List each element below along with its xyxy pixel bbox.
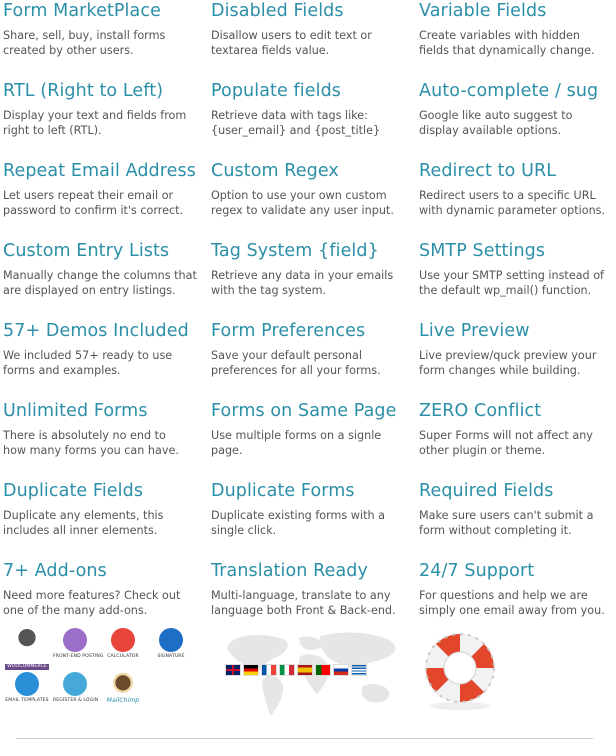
feature-title: Duplicate Forms bbox=[211, 481, 355, 501]
feature-description bbox=[3, 28, 207, 58]
lock-icon bbox=[63, 672, 87, 696]
feature-description bbox=[419, 188, 616, 218]
feature-card bbox=[419, 0, 616, 58]
feature-description-line: Make sure users can't submit a bbox=[419, 509, 594, 522]
feature-card bbox=[211, 320, 415, 378]
feature-title: Translation Ready bbox=[211, 561, 368, 581]
feature-card bbox=[419, 160, 616, 218]
feature-description-line: There is absolutely no end to bbox=[3, 429, 166, 442]
feature-title: 57+ Demos Included bbox=[3, 321, 189, 341]
feature-card bbox=[419, 240, 616, 298]
feature-card bbox=[211, 480, 415, 538]
ninja-icon bbox=[15, 628, 39, 652]
feature-title: 24/7 Support bbox=[419, 561, 535, 581]
feature-description-line: Need more features? Check out bbox=[3, 589, 181, 602]
feature-card bbox=[211, 160, 415, 218]
feature-description-line: Retrieve any data in your emails bbox=[211, 269, 394, 282]
feature-description bbox=[3, 588, 207, 618]
feature-description-line: Manually change the columns that bbox=[3, 269, 197, 282]
feature-description-line: are displayed on entry listings. bbox=[3, 284, 176, 297]
addon-label: EMAIL TEMPLATES bbox=[5, 698, 49, 703]
signature-icon bbox=[159, 628, 183, 652]
feature-card bbox=[3, 80, 207, 138]
feature-description-line: Use your SMTP setting instead of bbox=[419, 269, 604, 282]
bottom-divider bbox=[16, 738, 593, 739]
feature-description bbox=[419, 28, 616, 58]
feature-description bbox=[211, 508, 415, 538]
addon-item bbox=[149, 628, 193, 660]
feature-card bbox=[3, 320, 207, 378]
feature-description bbox=[419, 428, 616, 458]
feature-description bbox=[211, 268, 415, 298]
addon-label: FRONT-END POSTING bbox=[53, 654, 104, 659]
feature-card bbox=[419, 80, 616, 138]
feature-description-line: form without completing it. bbox=[419, 524, 572, 537]
feature-description-line: We included 57+ ready to use bbox=[3, 349, 173, 362]
italy-flag bbox=[279, 664, 295, 676]
feature-title: Form MarketPlace bbox=[3, 1, 161, 21]
document-icon bbox=[63, 628, 87, 652]
addon-item bbox=[53, 672, 97, 704]
greece-flag bbox=[351, 664, 367, 676]
germany-flag bbox=[243, 664, 259, 676]
feature-description-line: Let users repeat their email or bbox=[3, 189, 174, 202]
feature-title: Custom Entry Lists bbox=[3, 241, 170, 261]
feature-description bbox=[211, 188, 415, 218]
feature-description-line: password to confirm it's correct. bbox=[3, 204, 184, 217]
feature-card bbox=[419, 320, 616, 378]
feature-title: Disabled Fields bbox=[211, 1, 344, 21]
feature-card bbox=[419, 480, 616, 538]
spain-flag bbox=[297, 664, 313, 676]
feature-card bbox=[3, 240, 207, 298]
feature-description-line: Share, sell, buy, install forms bbox=[3, 29, 166, 42]
feature-description bbox=[211, 348, 415, 378]
feature-description bbox=[419, 508, 616, 538]
addon-item bbox=[101, 628, 145, 660]
feature-description bbox=[3, 108, 207, 138]
feature-title: Duplicate Fields bbox=[3, 481, 144, 501]
world-map bbox=[213, 628, 408, 720]
addon-item bbox=[5, 672, 49, 704]
russia-flag bbox=[333, 664, 349, 676]
feature-card bbox=[419, 400, 616, 458]
feature-card bbox=[3, 480, 207, 538]
feature-description-line: Google like auto suggest to bbox=[419, 109, 573, 122]
feature-description-line: with dynamic parameter options. bbox=[419, 204, 606, 217]
feature-description-line: includes all inner elements. bbox=[3, 524, 158, 537]
feature-description-line: one of the many add-ons. bbox=[3, 604, 148, 617]
feature-description-line: Duplicate existing forms with a bbox=[211, 509, 385, 522]
addon-label: CALCULATOR bbox=[107, 654, 139, 659]
feature-description bbox=[419, 588, 616, 618]
feature-title: Unlimited Forms bbox=[3, 401, 148, 421]
feature-title: Tag System {field} bbox=[211, 241, 379, 261]
feature-description-line: with the tag system. bbox=[211, 284, 327, 297]
addon-label: REGISTER & LOGIN bbox=[53, 698, 99, 703]
feature-card bbox=[3, 0, 207, 58]
feature-card bbox=[419, 560, 616, 618]
feature-card bbox=[3, 400, 207, 458]
feature-description-line: the default wp_mail() function. bbox=[419, 284, 592, 297]
feature-description-line: other plugin or theme. bbox=[419, 444, 546, 457]
feature-description-line: Create variables with hidden bbox=[419, 29, 580, 42]
feature-title: Variable Fields bbox=[419, 1, 547, 21]
feature-card bbox=[211, 0, 415, 58]
feature-description-line: regex to validate any user input. bbox=[211, 204, 394, 217]
envelope-icon bbox=[15, 672, 39, 696]
feature-title: Required Fields bbox=[419, 481, 554, 501]
feature-title: ZERO Conflict bbox=[419, 401, 542, 421]
lifebuoy bbox=[418, 628, 502, 712]
portugal-flag bbox=[315, 664, 331, 676]
addon-label: SIGNATURE bbox=[157, 654, 185, 659]
feature-title: 7+ Add-ons bbox=[3, 561, 107, 581]
feature-title: RTL (Right to Left) bbox=[3, 81, 164, 101]
feature-description-line: form changes while building. bbox=[419, 364, 581, 377]
feature-description-line: single click. bbox=[211, 524, 277, 537]
feature-title: Custom Regex bbox=[211, 161, 339, 181]
feature-description bbox=[3, 188, 207, 218]
feature-description bbox=[3, 428, 207, 458]
feature-description bbox=[211, 428, 415, 458]
feature-card bbox=[3, 560, 207, 618]
feature-title: Forms on Same Page bbox=[211, 401, 397, 421]
addon-label: MailChimp bbox=[106, 697, 140, 704]
feature-title: Form Preferences bbox=[211, 321, 366, 341]
feature-description-line: simply one email away from you. bbox=[419, 604, 605, 617]
feature-title: Live Preview bbox=[419, 321, 530, 341]
feature-description bbox=[419, 108, 616, 138]
addon-item bbox=[5, 628, 49, 671]
mailchimp-icon bbox=[111, 672, 135, 696]
feature-description-line: Live preview/quck preview your bbox=[419, 349, 597, 362]
feature-description bbox=[419, 268, 616, 298]
feature-description-line: Display your text and fields from bbox=[3, 109, 187, 122]
addon-item bbox=[53, 628, 104, 660]
feature-description bbox=[419, 348, 616, 378]
feature-title: Populate fields bbox=[211, 81, 341, 101]
feature-description-line: display available options. bbox=[419, 124, 562, 137]
feature-card bbox=[211, 240, 415, 298]
feature-description bbox=[3, 268, 207, 298]
feature-description-line: Disallow users to edit text or bbox=[211, 29, 372, 42]
feature-description-line: Duplicate any elements, this bbox=[3, 509, 164, 522]
feature-description-line: fields that dynamically change. bbox=[419, 44, 595, 57]
addons-panel bbox=[5, 628, 205, 712]
feature-description-line: Save your default personal bbox=[211, 349, 362, 362]
feature-description-line: forms and examples. bbox=[3, 364, 121, 377]
feature-description-line: Multi-language, translate to any bbox=[211, 589, 391, 602]
feature-description-line: For questions and help we are bbox=[419, 589, 588, 602]
feature-description-line: Use multiple forms on a signle bbox=[211, 429, 382, 442]
feature-description-line: created by other users. bbox=[3, 44, 134, 57]
feature-description bbox=[3, 348, 207, 378]
feature-title: Auto-complete / sug bbox=[419, 81, 599, 101]
feature-description-line: textarea fields value. bbox=[211, 44, 330, 57]
feature-description-line: preferences for all your forms. bbox=[211, 364, 381, 377]
uk-flag bbox=[225, 664, 241, 676]
lifebuoy-icon bbox=[418, 628, 502, 712]
feature-description bbox=[3, 508, 207, 538]
feature-description bbox=[211, 28, 415, 58]
france-flag bbox=[261, 664, 277, 676]
addon-item bbox=[101, 672, 145, 704]
feature-description-line: how many forms you can have. bbox=[3, 444, 179, 457]
feature-description-line: Option to use your own custom bbox=[211, 189, 387, 202]
feature-description-line: Redirect users to a specific URL bbox=[419, 189, 596, 202]
calculator-icon bbox=[111, 628, 135, 652]
feature-description-line: {user_email} and {post_title} bbox=[211, 124, 381, 137]
feature-card bbox=[3, 160, 207, 218]
feature-card bbox=[211, 560, 415, 618]
feature-title: Redirect to URL bbox=[419, 161, 557, 181]
feature-description-line: page. bbox=[211, 444, 243, 457]
feature-description-line: Super Forms will not affect any bbox=[419, 429, 593, 442]
feature-card bbox=[211, 400, 415, 458]
feature-description-line: right to left (RTL). bbox=[3, 124, 102, 137]
addon-label: WOOCOMMERCE bbox=[7, 664, 47, 669]
feature-description-line: language both Front & Back-end. bbox=[211, 604, 396, 617]
feature-description-line: Retrieve data with tags like: bbox=[211, 109, 368, 122]
feature-title: SMTP Settings bbox=[419, 241, 546, 261]
feature-description bbox=[211, 588, 415, 618]
feature-card bbox=[211, 80, 415, 138]
feature-title: Repeat Email Address bbox=[3, 161, 196, 181]
flags-row bbox=[225, 664, 367, 678]
feature-description bbox=[211, 108, 415, 138]
